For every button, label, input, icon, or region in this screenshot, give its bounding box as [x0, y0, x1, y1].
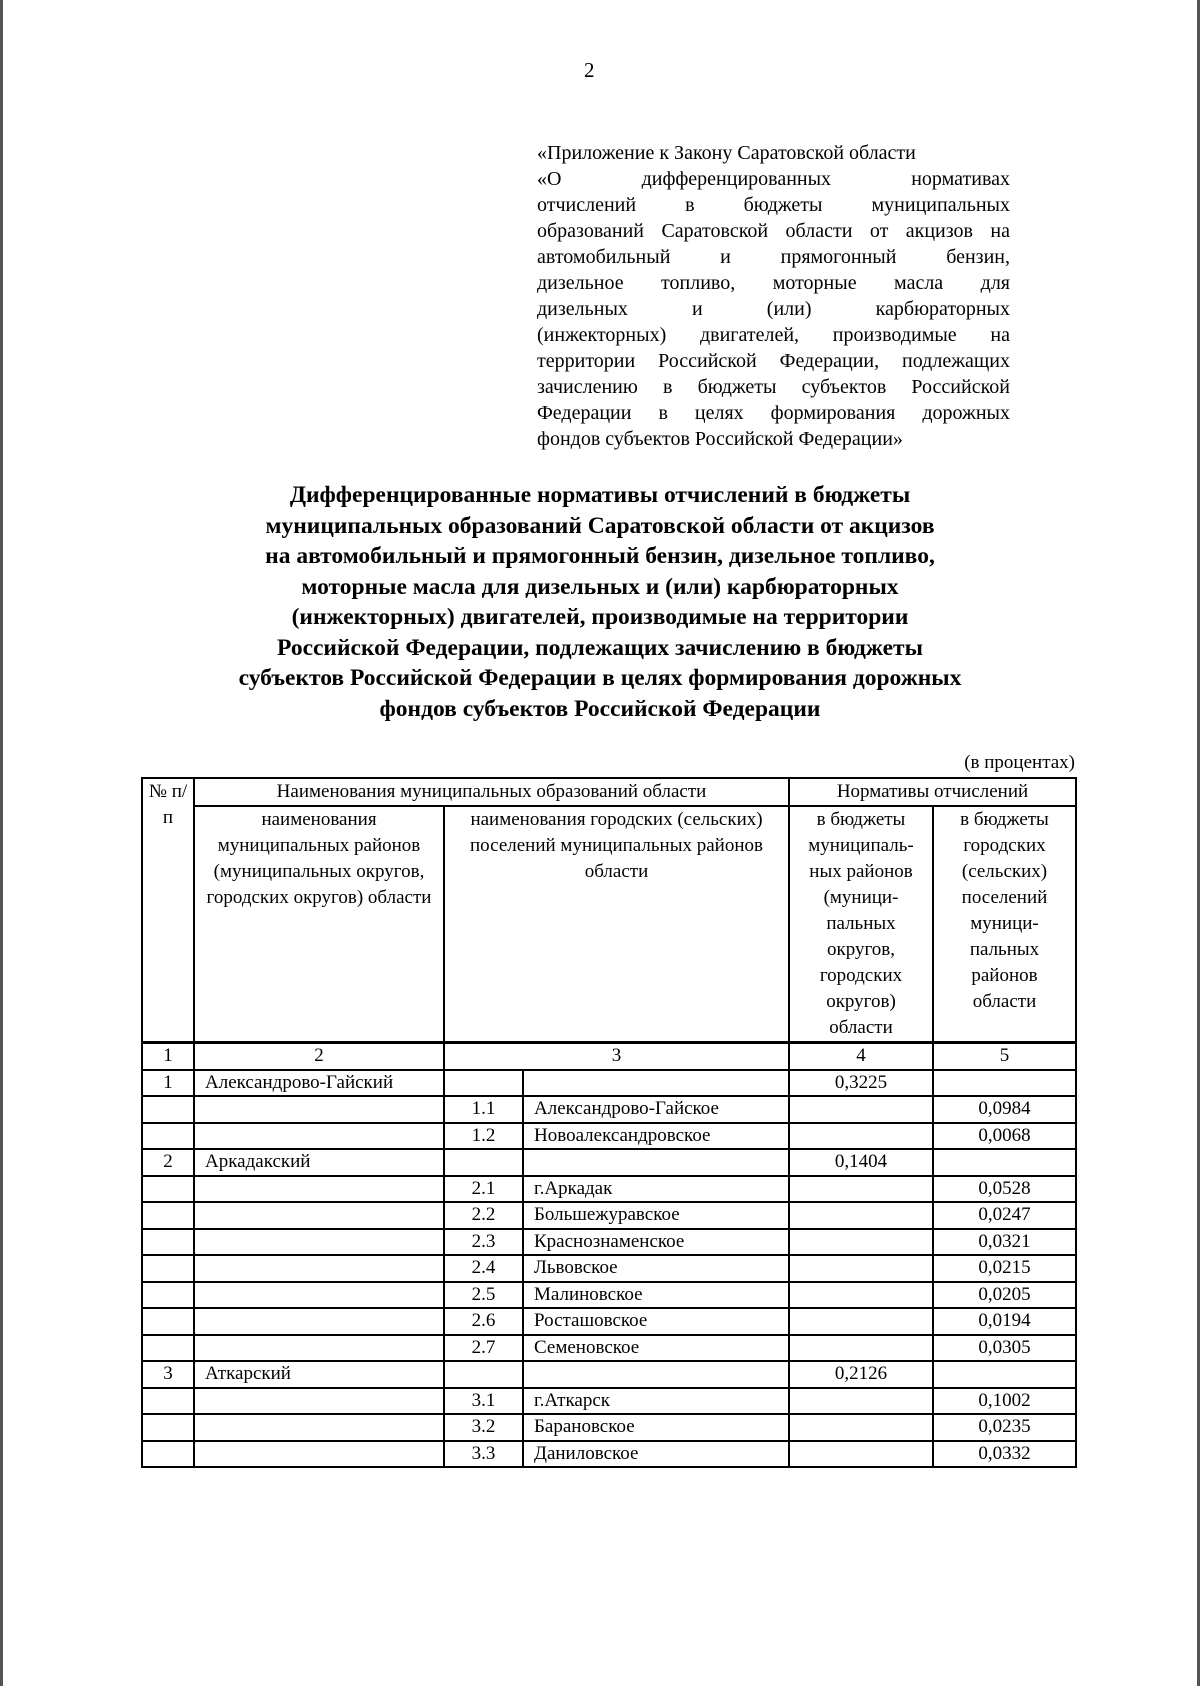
- settlement-num: 2.1: [444, 1176, 523, 1203]
- settlement-num: 3.3: [444, 1441, 523, 1468]
- district-name: [194, 1202, 444, 1229]
- settlement-name: Семеновское: [523, 1335, 789, 1362]
- district-name: Александрово-Гайский: [194, 1070, 444, 1097]
- row-num: [142, 1229, 194, 1256]
- settlement-name: [523, 1149, 789, 1176]
- table-row: [142, 1123, 1076, 1150]
- units-note: (в процентах): [964, 752, 1075, 773]
- settlement-num: 2.2: [444, 1202, 523, 1229]
- norm-district: [789, 1123, 933, 1150]
- row-num: [142, 1202, 194, 1229]
- table-row: [142, 1414, 1076, 1441]
- row-num: [142, 1255, 194, 1282]
- row-num: 3: [142, 1361, 194, 1388]
- norm-settlement: 0,0194: [933, 1308, 1076, 1335]
- appendix-line: зачислению в бюджеты субъектов Российской: [537, 376, 1010, 398]
- table-row: [142, 1441, 1076, 1468]
- district-name: [194, 1123, 444, 1150]
- settlement-name: г.Аткарск: [523, 1388, 789, 1415]
- norm-settlement: 0,0215: [933, 1255, 1076, 1282]
- district-name: [194, 1388, 444, 1415]
- table-row: [142, 1229, 1076, 1256]
- appendix-line: «О дифференцированных нормативах: [537, 168, 1010, 190]
- norm-settlement: 0,1002: [933, 1388, 1076, 1415]
- appendix-line: «Приложение к Закону Саратовской области: [537, 142, 916, 164]
- norm-settlement: 0,0247: [933, 1202, 1076, 1229]
- row-num: [142, 1282, 194, 1309]
- norm-settlement: 0,0528: [933, 1176, 1076, 1203]
- settlement-num: [444, 1361, 523, 1388]
- header-norms-group: Нормативы отчислений: [789, 778, 1076, 806]
- district-name: [194, 1282, 444, 1309]
- header-norm-districts: в бюджеты муниципаль-ных районов (муници-пальных округов, городских округов) области: [789, 806, 933, 1042]
- norm-district: [789, 1414, 933, 1441]
- header-num: № п/п: [142, 778, 194, 1042]
- settlement-name: [523, 1361, 789, 1388]
- col-number: 2: [194, 1043, 444, 1070]
- settlement-name: Даниловское: [523, 1441, 789, 1468]
- row-num: [142, 1308, 194, 1335]
- appendix-line: образований Саратовской области от акцизов на: [537, 220, 1010, 242]
- norm-district: [789, 1282, 933, 1309]
- norm-district: 0,2126: [789, 1361, 933, 1388]
- district-name: [194, 1255, 444, 1282]
- norm-settlement: [933, 1070, 1076, 1097]
- settlement-num: 2.7: [444, 1335, 523, 1362]
- row-num: [142, 1123, 194, 1150]
- settlement-name: Новоалександровское: [523, 1123, 789, 1150]
- district-name: [194, 1096, 444, 1123]
- appendix-line: (инжекторных) двигателей, производимые на: [537, 324, 1010, 346]
- norms-table: [141, 1042, 1077, 1468]
- table-row: [142, 1335, 1076, 1362]
- settlement-num: 2.6: [444, 1308, 523, 1335]
- district-name: [194, 1414, 444, 1441]
- col-number: 5: [933, 1043, 1076, 1070]
- appendix-line: территории Российской Федерации, подлежащих: [537, 350, 1010, 372]
- header-norm-settlements: в бюджеты городских (сельских) поселений муници-пальных районов области: [933, 806, 1076, 1042]
- table-row: [142, 1070, 1076, 1097]
- row-num: [142, 1096, 194, 1123]
- district-name: [194, 1176, 444, 1203]
- table-row: [142, 1308, 1076, 1335]
- settlement-num: 2.3: [444, 1229, 523, 1256]
- norm-district: [789, 1308, 933, 1335]
- district-name: [194, 1229, 444, 1256]
- header-settlements: наименования городских (сельских) поселений муниципальных районов области: [444, 806, 789, 1042]
- title-line: Дифференцированные нормативы отчислений в бюджеты: [289, 482, 911, 508]
- settlement-num: [444, 1070, 523, 1097]
- page-number: 2: [584, 58, 595, 82]
- district-name: [194, 1335, 444, 1362]
- norm-district: [789, 1176, 933, 1203]
- table-row: [142, 1202, 1076, 1229]
- settlement-name: г.Аркадак: [523, 1176, 789, 1203]
- title-line: моторные масла для дизельных и (или) карбюраторных: [301, 573, 899, 600]
- settlement-num: [444, 1149, 523, 1176]
- appendix-line: дизельных и (или) карбюраторных: [537, 298, 1010, 320]
- norm-settlement: 0,0068: [933, 1123, 1076, 1150]
- table-row: [142, 1282, 1076, 1309]
- title-line: Российской Федерации, подлежащих зачислению в бюджеты: [277, 634, 923, 661]
- norm-district: [789, 1096, 933, 1123]
- appendix-reference: [537, 140, 1010, 452]
- settlement-name: Барановское: [523, 1414, 789, 1441]
- title-line: субъектов Российской Федерации в целях формирования дорожных: [238, 665, 962, 691]
- table-row: [142, 1388, 1076, 1415]
- title-line: на автомобильный и прямогонный бензин, дизельное топливо,: [265, 543, 935, 569]
- settlement-num: 3.1: [444, 1388, 523, 1415]
- row-num: [142, 1176, 194, 1203]
- row-num: 1: [142, 1070, 194, 1097]
- norm-district: [789, 1229, 933, 1256]
- document-title: [160, 480, 1040, 724]
- table-row: [142, 1361, 1076, 1388]
- settlement-name: Львовское: [523, 1255, 789, 1282]
- col-number: 3: [444, 1043, 789, 1070]
- appendix-line: дизельное топливо, моторные масла для: [537, 272, 1010, 294]
- title-line: муниципальных образований Саратовской области от акцизов: [265, 512, 935, 539]
- settlement-num: 1.2: [444, 1123, 523, 1150]
- title-line: фондов субъектов Российской Федерации: [379, 695, 821, 722]
- norm-settlement: 0,0984: [933, 1096, 1076, 1123]
- norm-settlement: 0,0305: [933, 1335, 1076, 1362]
- title-line: (инжекторных) двигателей, производимые на территории: [291, 604, 909, 630]
- settlement-name: Александрово-Гайское: [523, 1096, 789, 1123]
- norm-settlement: 0,0332: [933, 1441, 1076, 1468]
- district-name: [194, 1308, 444, 1335]
- district-name: [194, 1441, 444, 1468]
- header-names-group: Наименования муниципальных образований области: [194, 778, 789, 806]
- district-name: Аткарский: [194, 1361, 444, 1388]
- scan-edge-left: [0, 0, 3, 1686]
- table-row: [142, 1149, 1076, 1176]
- district-name: Аркадакский: [194, 1149, 444, 1176]
- row-num: [142, 1388, 194, 1415]
- row-num: [142, 1414, 194, 1441]
- norm-district: [789, 1255, 933, 1282]
- settlement-name: Росташовское: [523, 1308, 789, 1335]
- table-row: [142, 1096, 1076, 1123]
- settlement-num: 2.5: [444, 1282, 523, 1309]
- table-row: [142, 1176, 1076, 1203]
- row-num: 2: [142, 1149, 194, 1176]
- norm-district: [789, 1388, 933, 1415]
- settlement-name: Большежуравское: [523, 1202, 789, 1229]
- settlement-name: Краснознаменское: [523, 1229, 789, 1256]
- settlement-num: 2.4: [444, 1255, 523, 1282]
- norm-district: 0,1404: [789, 1149, 933, 1176]
- table-row: [142, 1255, 1076, 1282]
- norm-district: [789, 1441, 933, 1468]
- col-number: 4: [789, 1043, 933, 1070]
- appendix-line: фондов субъектов Российской Федерации»: [537, 428, 903, 450]
- col-number: 1: [142, 1043, 194, 1070]
- norm-settlement: 0,0205: [933, 1282, 1076, 1309]
- row-num: [142, 1335, 194, 1362]
- settlement-num: 1.1: [444, 1096, 523, 1123]
- norm-settlement: 0,0235: [933, 1414, 1076, 1441]
- appendix-line: отчислений в бюджеты муниципальных: [537, 194, 1010, 216]
- norm-district: [789, 1335, 933, 1362]
- norm-settlement: [933, 1361, 1076, 1388]
- appendix-line: автомобильный и прямогонный бензин,: [537, 246, 1010, 268]
- column-number-row: [142, 1043, 1076, 1070]
- table-header: [141, 777, 1077, 1043]
- settlement-name: [523, 1070, 789, 1097]
- norm-settlement: 0,0321: [933, 1229, 1076, 1256]
- norm-settlement: [933, 1149, 1076, 1176]
- settlement-num: 3.2: [444, 1414, 523, 1441]
- norm-district: [789, 1202, 933, 1229]
- settlement-name: Малиновское: [523, 1282, 789, 1309]
- norm-district: 0,3225: [789, 1070, 933, 1097]
- appendix-line: Федерации в целях формирования дорожных: [537, 402, 1010, 424]
- header-districts: наименования муниципальных районов (муниципальных округов, городских округов) области: [194, 806, 444, 1042]
- row-num: [142, 1441, 194, 1468]
